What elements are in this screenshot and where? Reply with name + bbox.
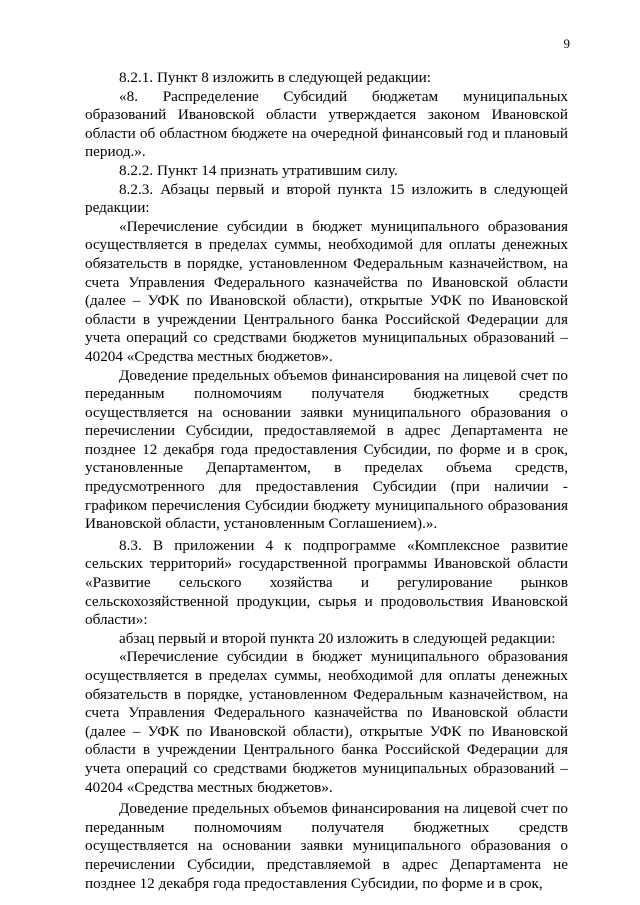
paragraph-funding-limits-2: Доведение предельных объемов финансирования на лицевой счет по переданным полномочиям получателя бюджетных средств осуществляется на основании заявки муниципального образования о перечислении Субсидии, представляемой в адрес Департамента не позднее 12 декабря года предоставления Субсидии, по форме и в срок, bbox=[85, 800, 568, 892]
paragraph-8-3: 8.3. В приложении 4 к подпрограмме «Комплексное развитие сельских территорий» государственной программы Ивановской области «Развитие сельского хозяйства и регулирование рынков сельскохозяйственной продукции, сырья и продовольствия Ивановской области»: bbox=[85, 536, 568, 629]
paragraph-8-2-2: 8.2.2. Пункт 14 признать утратившим силу. bbox=[119, 161, 398, 179]
paragraph-item-8-text: «8. Распределение Субсидий бюджетам муниципальных образований Ивановской области утверждается законом Ивановской области об областном бюджете на очередной финансовый год и плановый период.». bbox=[85, 87, 568, 161]
page-number: 9 bbox=[563, 36, 570, 51]
paragraph-subsidy-transfer: «Перечисление субсидии в бюджет муниципального образования осуществляется в пределах суммы, необходимой для оплаты денежных обязательств в порядке, установленном Федеральным казначейством, на счета Управления Федерального казначейства по Ивановской области (далее – УФК по Ивановской области), открытые УФК по Ивановской области в учреждении Центрального банка Российской Федерации для учета операций со средствами бюджетов муниципальных образований – 40204 «Средства местных бюджетов». bbox=[85, 217, 568, 365]
paragraph-funding-limits: Доведение предельных объемов финансирования на лицевой счет по переданным полномочиям получателя бюджетных средств осуществляется на основании заявки муниципального образования о перечислении Субсидии, предоставляемой в адрес Департамента не позднее 12 декабря года предоставления Субсидии, по форме и в срок, установленные Департаментом, в пределах объема средств, предусмотренного для предоставления Субсидии (при наличии - графиком перечисления Субсидии бюджету муниципального образования Ивановской области, установленным Соглашением).». bbox=[85, 366, 568, 533]
document-body bbox=[85, 69, 568, 893]
paragraph-8-2-1: 8.2.1. Пункт 8 изложить в следующей редакции: bbox=[119, 69, 432, 86]
paragraph-8-2-3: 8.2.3. Абзацы первый и второй пункта 15 изложить в следующей редакции: bbox=[85, 180, 568, 217]
paragraph-subsidy-transfer-2: «Перечисление субсидии в бюджет муниципального образования осуществляется в пределах суммы, необходимой для оплаты денежных обязательств в порядке, установленном Федеральным казначейством, на счета Управления Федерального казначейства по Ивановской области (далее – УФК по Ивановской области), открытые УФК по Ивановской области в учреждении Центрального банка Российской Федерации для учета операций со средствами бюджетов муниципальных образований – 40204 «Средства местных бюджетов». bbox=[85, 648, 568, 796]
paragraph-item-20-intro: абзац первый и второй пункта 20 изложить в следующей редакции: bbox=[119, 629, 556, 647]
